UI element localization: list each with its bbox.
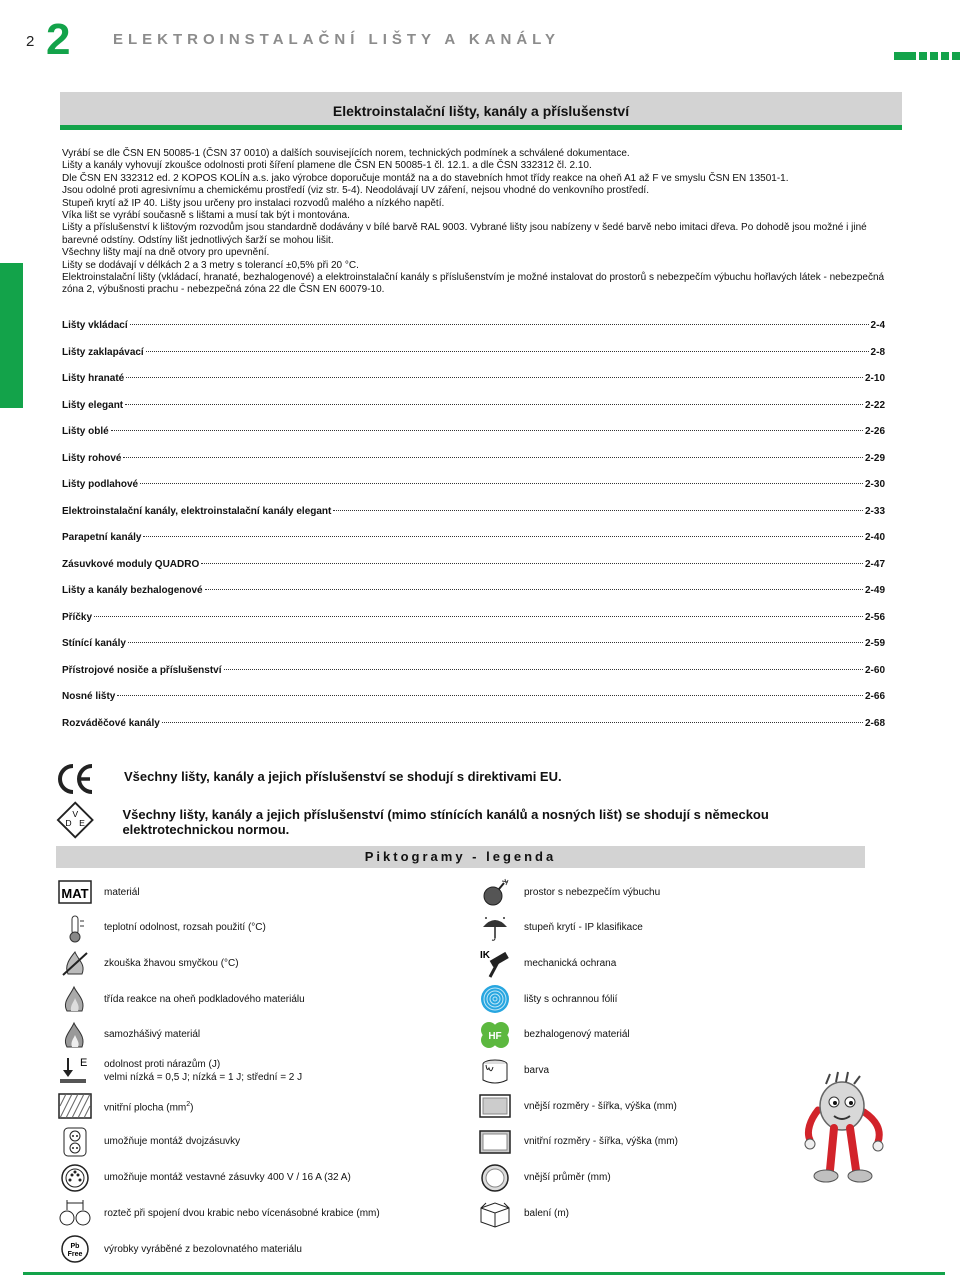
legend-text: teplotní odolnost, rozsah použití (°C) xyxy=(104,922,266,934)
legend-item xyxy=(58,1056,444,1086)
legend-text: balení (m) xyxy=(524,1207,570,1219)
toc-page: 2-8 xyxy=(870,346,885,358)
toc-page: 2-68 xyxy=(864,717,885,729)
toc-entry[interactable] xyxy=(62,559,885,586)
toc-leader xyxy=(125,404,863,405)
table-of-contents xyxy=(62,320,885,744)
legend-title: Piktogramy - legenda xyxy=(56,846,865,868)
legend-text: mechanická ochrana xyxy=(524,957,617,969)
legend-text: samozhášivý materiál xyxy=(104,1029,201,1041)
toc-page: 2-40 xyxy=(864,532,885,543)
legend-text: vnitřní rozměry - šířka, výška (mm) xyxy=(524,1136,678,1148)
lead-free-icon xyxy=(58,1234,92,1264)
page-number: 2 xyxy=(26,33,35,50)
legend-text: barva xyxy=(524,1065,550,1076)
toc-leader xyxy=(126,377,863,378)
legend-item xyxy=(478,877,764,907)
toc-page: 2-10 xyxy=(864,373,885,384)
toc-entry[interactable] xyxy=(62,320,885,347)
legend-text: umožňuje montáž vestavné zásuvky 400 V / 16 A (32 A) xyxy=(104,1172,351,1184)
legend-text: vnitřní plocha (mm xyxy=(104,1102,187,1114)
toc-entry[interactable] xyxy=(62,718,885,745)
impact-icon xyxy=(58,1056,92,1086)
toc-page: 2-22 xyxy=(864,399,885,411)
intro-line: Víka lišt se vyrábí současně s lištami a musí tak být i montována. xyxy=(62,210,350,222)
toc-leader xyxy=(146,351,869,352)
toc-label: Parapetní kanály xyxy=(62,532,142,543)
legend-item xyxy=(58,1198,444,1228)
toc-entry[interactable] xyxy=(62,479,885,506)
bomb-icon xyxy=(478,877,512,907)
intro-line: Elektroinstalační lišty (vkládací, hranaté, bezhalogenové) a elektroinstalační kanály s příslušenstvím je možné instalovat do prostorů s nebezpečím výbuchu hořlavých látek - nebezpečná zóna 2, výbušnosti prachu - nebezpečná zóna 22 dle ČSN EN 60079-10. xyxy=(62,272,885,296)
legend-item xyxy=(478,1163,764,1193)
vde-text: Všechny lišty, kanály a jejich příslušenství (mimo stínících kanálů a nosných lišt) se shodují s německou elektrotechnickou normou. xyxy=(122,807,769,837)
toc-entry[interactable] xyxy=(62,585,885,612)
paint-icon xyxy=(478,1056,512,1086)
toc-leader xyxy=(205,589,863,590)
toc-page: 2-49 xyxy=(864,585,885,596)
toc-page: 2-66 xyxy=(864,691,885,702)
toc-label: Lišty rohové xyxy=(62,452,122,464)
socket-400v-icon xyxy=(58,1163,92,1193)
toc-label: Zásuvkové moduly QUADRO xyxy=(62,558,200,570)
legend-text: rozteč při spojení dvou krabic nebo vícenásobné krabice (mm) xyxy=(104,1207,380,1219)
glow-wire-icon xyxy=(58,948,92,978)
legend-item xyxy=(58,1091,444,1121)
legend-item xyxy=(58,877,444,907)
outer-diameter-icon xyxy=(478,1163,512,1193)
vde-statement xyxy=(56,800,776,840)
intro-line: Stupeň krytí až IP 40. Lišty jsou určeny pro instalaci rozvodů malého a nízkého napětí. xyxy=(62,197,445,209)
toc-label: Elektroinstalační kanály, elektroinstalační kanály elegant xyxy=(62,505,332,517)
toc-entry[interactable] xyxy=(62,691,885,718)
toc-leader xyxy=(143,536,863,537)
legend-text: výrobky vyráběné z bezolovnatého materiálu xyxy=(104,1243,302,1255)
toc-entry[interactable] xyxy=(62,638,885,665)
legend-text: třída reakce na oheň podkladového materiálu xyxy=(104,993,305,1005)
svg-text:D: D xyxy=(65,817,72,828)
toc-page: 2-33 xyxy=(864,505,885,517)
legend-text: prostor s nebezpečím výbuchu xyxy=(524,886,661,898)
self-extinguishing-icon xyxy=(58,1020,92,1050)
toc-entry[interactable] xyxy=(62,400,885,427)
foil-icon xyxy=(478,984,512,1014)
svg-text:MAT: MAT xyxy=(61,886,89,901)
toc-label: Přístrojové nosiče a příslušenství xyxy=(62,664,222,676)
hammer-icon xyxy=(478,948,512,978)
legend-item xyxy=(58,984,444,1014)
intro-line: Lišty a kanály vyhovují zkoušce odolnosti proti šíření plamene dle ČSN EN 50085-1 čl. 12.1. a dle ČSN 332312 čl. 2.10. xyxy=(62,160,592,172)
toc-entry[interactable] xyxy=(62,426,885,453)
double-socket-icon xyxy=(58,1127,92,1157)
toc-leader xyxy=(333,510,863,511)
toc-page: 2-4 xyxy=(870,320,885,331)
toc-label: Nosné lišty xyxy=(62,691,116,702)
legend-text: vnější průměr (mm) xyxy=(524,1172,611,1184)
legend-text: vnější rozměry - šířka, výška (mm) xyxy=(524,1100,677,1112)
svg-text:E: E xyxy=(79,817,85,828)
package-icon xyxy=(478,1198,512,1228)
svg-text:V: V xyxy=(72,809,79,820)
header-decoration xyxy=(894,52,960,60)
intro-line: Lišty a příslušenství k lištovým rozvodům jsou standardně dodávány v bílé barvě RAL 9003. Vybrané lišty jsou nabízeny v šedé barvě nebo imitaci dřeva. Po dohodě jsou možné i jiné barevné odstíny. Odstíny lišt jednotlivých šarží se mohou lišit. xyxy=(62,222,867,246)
legend-item xyxy=(478,948,764,978)
legend-sup: 2 xyxy=(186,1101,191,1109)
thermometer-icon xyxy=(58,913,92,943)
legend-item xyxy=(478,1091,764,1121)
toc-page: 2-59 xyxy=(864,638,885,649)
toc-leader xyxy=(94,616,863,617)
toc-leader xyxy=(111,430,863,431)
toc-page: 2-29 xyxy=(864,452,885,464)
svg-text:E: E xyxy=(80,1056,88,1069)
toc-label: Lišty a kanály bezhalogenové xyxy=(62,585,203,596)
toc-leader xyxy=(162,722,863,723)
legend-item xyxy=(58,1163,444,1193)
toc-entry[interactable] xyxy=(62,612,885,639)
legend-item xyxy=(478,913,764,943)
inner-area-icon xyxy=(58,1091,92,1121)
ce-mark-icon xyxy=(56,762,96,796)
mascot-figure xyxy=(800,1070,890,1190)
toc-page: 2-26 xyxy=(864,426,885,437)
toc-entry[interactable] xyxy=(62,532,885,559)
toc-page: 2-56 xyxy=(864,611,885,623)
toc-label: Stínící kanály xyxy=(62,638,126,649)
intro-line: Dle ČSN EN 332312 ed. 2 KOPOS KOLÍN a.s. jako výrobce doporučuje montáž na a do stavebních hmot třídy reakce na oheň A1 až F ve smyslu ČSN EN 13501-1. xyxy=(62,172,789,184)
legend-text: bezhalogenový materiál xyxy=(524,1029,630,1041)
footer-line xyxy=(23,1272,945,1275)
chapter-title: ELEKTROINSTALAČNÍ LIŠTY A KANÁLY xyxy=(113,31,560,48)
ce-statement xyxy=(56,762,776,796)
toc-entry[interactable] xyxy=(62,506,885,533)
toc-leader xyxy=(130,324,869,325)
toc-leader xyxy=(201,563,863,564)
halogen-free-icon xyxy=(478,1020,512,1050)
legend-text: lišty s ochrannou fólií xyxy=(524,993,618,1005)
toc-leader xyxy=(128,642,863,643)
legend-item xyxy=(58,948,444,978)
mat-icon xyxy=(58,877,92,907)
legend-item xyxy=(478,1056,764,1086)
toc-label: Lišty zaklapávací xyxy=(62,346,144,358)
svg-text:Free: Free xyxy=(67,1251,83,1258)
intro-line: Lišty se dodávají v délkách 2 a 3 metry s tolerancí ±0,5% při 20 °C. xyxy=(62,259,359,271)
legend-text: umožňuje montáž dvojzásuvky xyxy=(104,1136,241,1148)
legend-item xyxy=(478,1020,764,1050)
toc-label: Lišty oblé xyxy=(62,426,109,437)
toc-leader xyxy=(123,457,863,458)
toc-page: 2-60 xyxy=(864,664,885,676)
outer-dimensions-icon xyxy=(478,1091,512,1121)
legend-text: odolnost proti nárazům (J) xyxy=(104,1058,221,1070)
toc-leader xyxy=(224,669,863,670)
intro-text xyxy=(62,148,902,297)
legend-item xyxy=(58,1020,444,1050)
toc-page: 2-30 xyxy=(864,479,885,490)
toc-entry[interactable] xyxy=(62,373,885,400)
toc-label: Lišty elegant xyxy=(62,399,124,411)
legend-item xyxy=(58,1127,444,1157)
legend-text-end: ) xyxy=(190,1102,194,1114)
box-spacing-icon xyxy=(58,1198,92,1228)
intro-line: Všechny lišty mají na dně otvory pro upevnění. xyxy=(62,247,270,259)
legend-text: stupeň krytí - IP klasifikace xyxy=(524,922,643,934)
toc-leader xyxy=(140,483,863,484)
section-title: Elektroinstalační lišty, kanály a příslušenství xyxy=(60,92,902,130)
chapter-number: 2 xyxy=(46,15,71,64)
legend-item xyxy=(478,1127,764,1157)
svg-text:HF: HF xyxy=(488,1030,502,1042)
legend-text: zkouška žhavou smyčkou (°C) xyxy=(104,957,239,969)
intro-line: Vyrábí se dle ČSN EN 50085-1 (ČSN 37 0010) a dalších souvisejících norem, technických podmínek a schválené dokumentace. xyxy=(62,148,630,159)
toc-label: Lišty podlahové xyxy=(62,479,139,490)
toc-label: Lišty hranaté xyxy=(62,373,125,384)
vde-mark-icon xyxy=(56,800,94,840)
legend-item xyxy=(478,1198,764,1228)
toc-leader xyxy=(117,695,863,696)
ip-rating-icon xyxy=(478,913,512,943)
toc-label: Příčky xyxy=(62,611,93,623)
toc-page: 2-47 xyxy=(864,558,885,570)
svg-text:IK: IK xyxy=(480,950,490,962)
legend-item xyxy=(478,984,764,1014)
toc-entry[interactable] xyxy=(62,347,885,374)
legend-item xyxy=(58,913,444,943)
svg-text:Pb: Pb xyxy=(70,1243,80,1250)
toc-entry[interactable] xyxy=(62,453,885,480)
legend-text: materiál xyxy=(104,886,140,898)
intro-line: Jsou odolné proti agresivnímu a chemickému prostředí (viz str. 5-4). Neodolávají UV záření, nejsou vhodné do venkovního prostředí. xyxy=(62,185,649,197)
inner-dimensions-icon xyxy=(478,1127,512,1157)
flame-icon xyxy=(58,984,92,1014)
toc-label: Rozváděčové kanály xyxy=(62,717,160,729)
legend-text-2: velmi nízká = 0,5 J; nízká = 1 J; střední = 2 J xyxy=(104,1071,303,1083)
toc-label: Lišty vkládací xyxy=(62,320,128,331)
chapter-tab xyxy=(0,263,23,408)
ce-text: Všechny lišty, kanály a jejich příslušenství se shodují s direktivami EU. xyxy=(124,769,562,784)
toc-entry[interactable] xyxy=(62,665,885,692)
legend-item xyxy=(58,1234,444,1264)
